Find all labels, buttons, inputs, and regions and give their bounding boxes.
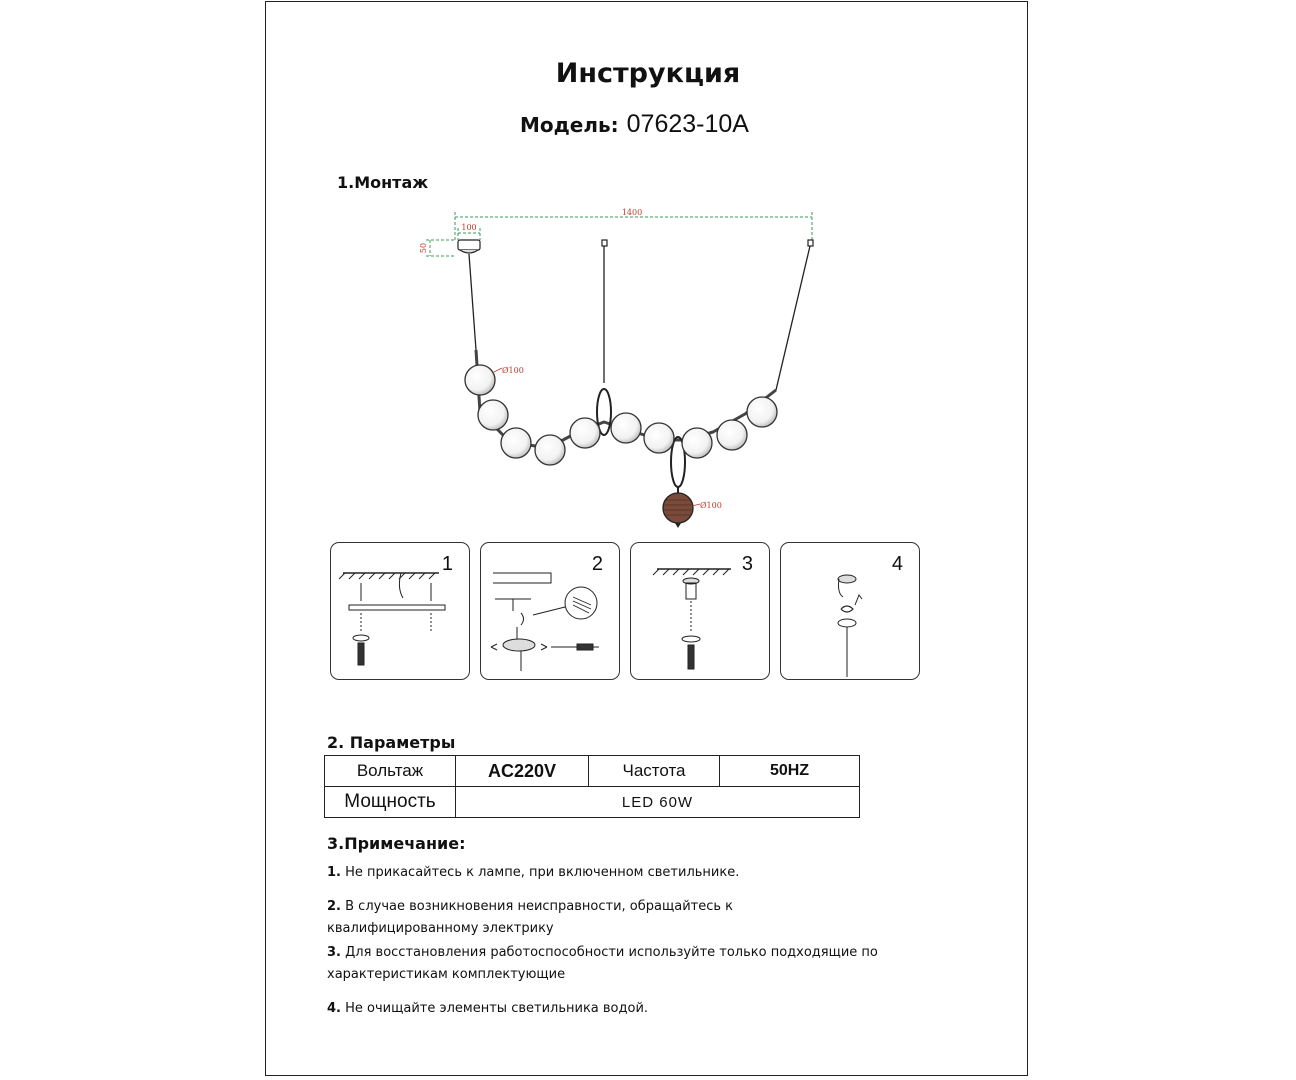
frequency-value: 50HZ xyxy=(720,756,860,787)
section-notes-title: 3.Примечание: xyxy=(327,834,466,853)
section-parameters-title: 2. Параметры xyxy=(327,733,456,752)
glass-globes xyxy=(465,365,777,465)
voltage-label: Вольтаж xyxy=(325,756,456,787)
list-item xyxy=(327,998,887,1020)
dim-pendant-diameter: Ø100 xyxy=(700,501,722,510)
note-text: Для восстановления работоспособности используйте только подходящие по характеристикам комплектующие xyxy=(327,945,878,982)
dim-canopy-height-label: 50 xyxy=(419,242,428,254)
step-number-3: 3 xyxy=(741,553,753,575)
power-value: LED 60W xyxy=(456,787,860,818)
step-panel-4 xyxy=(780,542,920,680)
dimension-lines xyxy=(426,212,812,256)
list-item xyxy=(327,862,887,884)
step-number-4: 4 xyxy=(891,553,903,575)
frequency-label: Частота xyxy=(589,756,720,787)
note-number: 4. xyxy=(327,1001,341,1016)
page-title: Инструкция xyxy=(555,58,741,89)
model-line xyxy=(520,110,749,139)
note-number: 3. xyxy=(327,945,341,960)
dim-canopy-width-label: 100 xyxy=(461,223,477,232)
notes-list xyxy=(327,862,887,1022)
note-number: 2. xyxy=(327,899,341,914)
step-number-1: 1 xyxy=(441,553,453,575)
dim-width-label: 1400 xyxy=(621,208,643,217)
power-label: Мощность xyxy=(325,787,456,818)
note-text: Не очищайте элементы светильника водой. xyxy=(345,1001,649,1016)
table-row xyxy=(325,787,860,818)
voltage-value: AC220V xyxy=(456,756,589,787)
dim-ball-diameter: Ø100 xyxy=(502,366,524,375)
pendant-ball xyxy=(663,493,693,528)
canopies xyxy=(458,240,813,253)
step-panel-3 xyxy=(630,542,770,680)
table-row xyxy=(325,756,860,787)
list-item xyxy=(327,942,887,986)
model-label: Модель: xyxy=(520,113,619,137)
step-panel-1 xyxy=(330,542,470,680)
parameters-table xyxy=(324,755,860,818)
note-text: В случае возникновения неисправности, обращайтесь к квалифицированному электрику xyxy=(327,899,734,936)
section-mounting-title: 1.Монтаж xyxy=(337,173,429,192)
note-text: Не прикасайтесь к лампе, при включенном светильнике. xyxy=(345,865,740,880)
model-value: 07623-10A xyxy=(626,110,749,138)
chandelier-diagram xyxy=(410,200,870,530)
list-item xyxy=(327,896,887,940)
step-number-2: 2 xyxy=(591,553,603,575)
note-number: 1. xyxy=(327,865,341,880)
step-panel-2 xyxy=(480,542,620,680)
